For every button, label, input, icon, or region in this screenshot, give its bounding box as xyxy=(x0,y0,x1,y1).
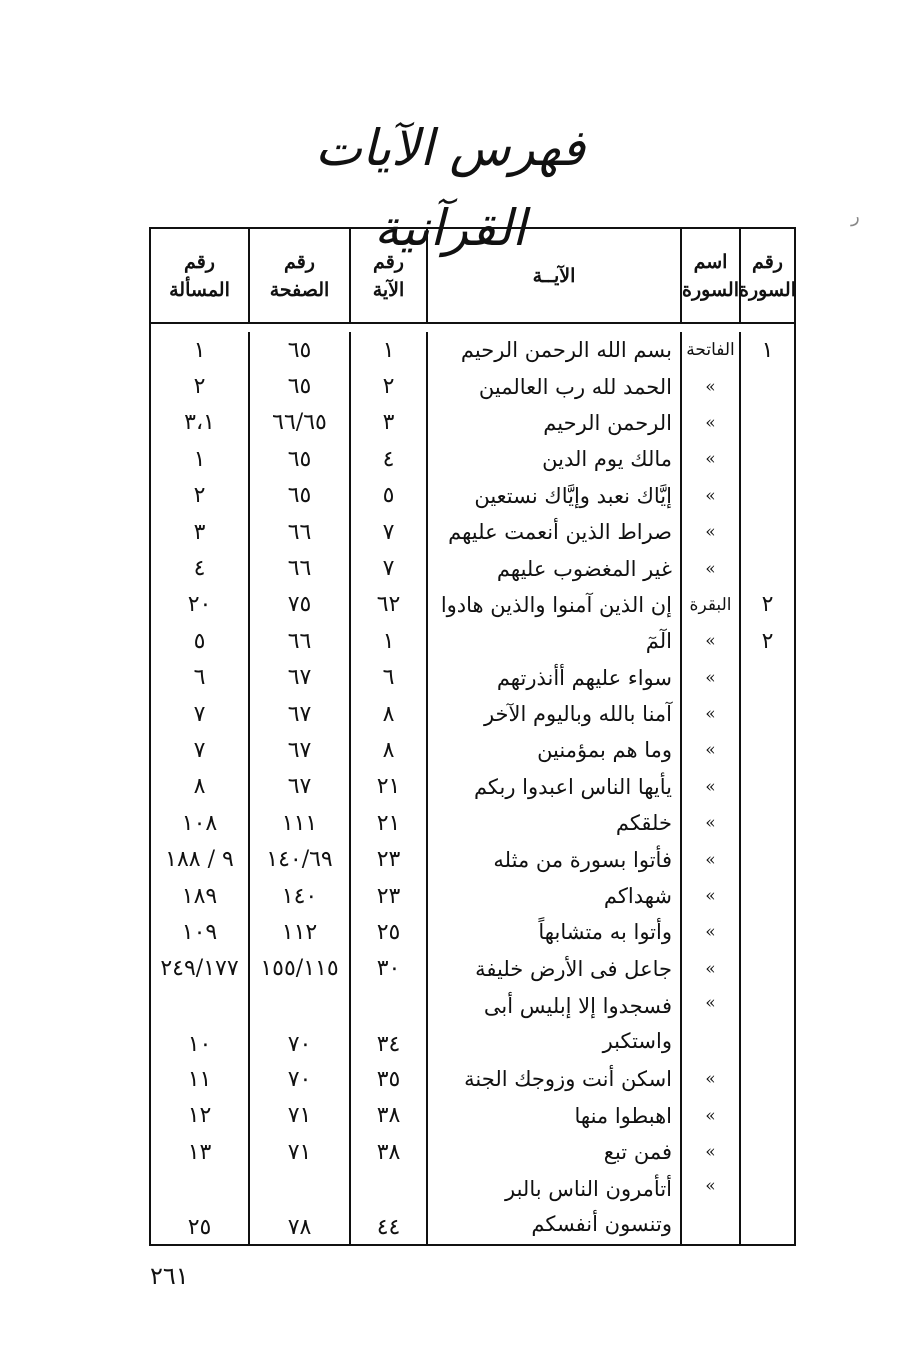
cell-ayah-text: آمنا بالله وباليوم الآخر xyxy=(426,696,680,732)
cell-ayah-text: وأتوا به متشابهاً xyxy=(426,914,680,950)
cell-ayah-text: اهبطوا منها xyxy=(426,1097,680,1133)
cell-page-number: ٧٥ xyxy=(248,587,349,623)
cell-ayah-text: اسكن أنت وزوجك الجنة xyxy=(426,1061,680,1097)
cell-issue-number: ٤ xyxy=(193,556,206,582)
cell-ayah-text-line: فسجدوا إلا إبليس أبى xyxy=(483,994,672,1019)
cell-page-number: ٦٧ xyxy=(248,732,349,768)
cell-surah-number xyxy=(739,987,794,1061)
quran-verses-index-table xyxy=(149,227,796,1246)
cell-issue-number: ٨ xyxy=(193,774,206,800)
cell-surah-number: ١ xyxy=(739,332,794,368)
cell-surah-name: » xyxy=(680,1134,739,1170)
cell-ayah-number: ٢١ xyxy=(349,805,426,841)
cell-ayah-number: ٢ xyxy=(349,368,426,404)
table-row xyxy=(151,441,794,477)
cell-page-number: ٧١ xyxy=(248,1134,349,1170)
cell-ayah-text: خلقكم xyxy=(426,805,680,841)
cell-ayah-text-line: أتأمرون الناس بالبر xyxy=(505,1177,672,1202)
cell-surah-name: البقرة xyxy=(680,587,739,623)
table-row xyxy=(151,478,794,514)
cell-ayah-number: ٢١ xyxy=(349,769,426,805)
cell-ayah-text: مالك يوم الدين xyxy=(426,441,680,477)
cell-ayah-text-line: واستكبر xyxy=(602,1029,672,1054)
cell-ayah-text: جاعل فى الأرض خليفة xyxy=(426,951,680,987)
cell-page-number: ١٤٠ xyxy=(248,878,349,914)
cell-ayah-text xyxy=(426,1170,680,1244)
table-row xyxy=(151,368,794,404)
cell-ayah-number: ٢٣ xyxy=(349,841,426,877)
cell-ayah-text: فمن تبع xyxy=(426,1134,680,1170)
cell-issue-number: ٣ xyxy=(193,519,206,545)
cell-ayah-number: ١ xyxy=(349,623,426,659)
cell-ayah-text-line: وتنسون أنفسكم xyxy=(531,1212,672,1237)
cell-page-number: ٦٥ xyxy=(248,478,349,514)
cell-surah-name: » xyxy=(680,405,739,441)
cell-surah-number xyxy=(739,550,794,586)
cell-ayah-number: ٦ xyxy=(349,660,426,696)
table-row xyxy=(151,587,794,623)
cell-surah-name: » xyxy=(680,951,739,987)
cell-ayah-text: إيَّاك نعبد وإيَّاك نستعين xyxy=(426,478,680,514)
cell-surah-number xyxy=(739,368,794,404)
cell-ayah-number: ٤٤ xyxy=(349,1170,426,1244)
cell-page-number: ٦٧ xyxy=(248,769,349,805)
cell-issue-number: ١٣ xyxy=(187,1139,212,1165)
cell-issue-number: ٩ / ١٨٨ xyxy=(165,847,234,873)
cell-surah-name: » xyxy=(680,878,739,914)
cell-ayah-number: ٧ xyxy=(349,550,426,586)
cell-ayah-number: ٢٣ xyxy=(349,878,426,914)
cell-surah-name: » xyxy=(680,1170,739,1244)
cell-surah-number xyxy=(739,478,794,514)
table-row xyxy=(151,841,794,877)
cell-ayah-number: ٣٥ xyxy=(349,1061,426,1097)
cell-surah-number xyxy=(739,514,794,550)
cell-surah-name: » xyxy=(680,368,739,404)
cell-page-number: ٧٨ xyxy=(248,1170,349,1244)
cell-page-number: ٦٦/٦٥ xyxy=(248,405,349,441)
cell-ayah-text: بسم الله الرحمن الرحيم xyxy=(426,332,680,368)
table-row xyxy=(151,1170,794,1244)
cell-ayah-number: ٣٨ xyxy=(349,1097,426,1133)
header-ayah-number: رقم الآية xyxy=(349,229,426,322)
cell-page-number: ٧٠ xyxy=(248,1061,349,1097)
cell-issue-number: ٦ xyxy=(193,665,206,691)
cell-surah-number xyxy=(739,1061,794,1097)
table-row xyxy=(151,914,794,950)
cell-surah-number xyxy=(739,878,794,914)
cell-ayah-text: فأتوا بسورة من مثله xyxy=(426,841,680,877)
cell-surah-name: » xyxy=(680,696,739,732)
cell-surah-name: الفاتحة xyxy=(680,332,739,368)
cell-issue-number: ١٢ xyxy=(187,1103,212,1129)
cell-surah-number xyxy=(739,841,794,877)
cell-surah-number xyxy=(739,405,794,441)
cell-surah-name: » xyxy=(680,1061,739,1097)
cell-surah-name: » xyxy=(680,660,739,696)
cell-surah-number: ٢ xyxy=(739,587,794,623)
cell-page-number: ٦٦ xyxy=(248,514,349,550)
cell-surah-number xyxy=(739,732,794,768)
cell-page-number: ٦٥ xyxy=(248,332,349,368)
cell-ayah-number: ٣٠ xyxy=(349,951,426,987)
stray-mark: ر xyxy=(851,206,860,227)
cell-page-number: ١٥٥/١١٥ xyxy=(248,951,349,987)
cell-surah-name: » xyxy=(680,805,739,841)
header-ayah-text: الآيــة xyxy=(426,229,680,322)
cell-ayah-text: الرحمن الرحيم xyxy=(426,405,680,441)
cell-surah-number xyxy=(739,769,794,805)
cell-issue-number: ٣،١ xyxy=(184,410,215,436)
cell-ayah-text: يأيها الناس اعبدوا ربكم xyxy=(426,769,680,805)
cell-page-number: ٦٥ xyxy=(248,441,349,477)
table-row xyxy=(151,805,794,841)
cell-issue-number: ٢٥ xyxy=(187,1215,212,1241)
table-row xyxy=(151,732,794,768)
cell-ayah-number: ٣٨ xyxy=(349,1134,426,1170)
header-issue-number: رقم المسألة xyxy=(169,250,230,301)
cell-page-number: ٧٠ xyxy=(248,987,349,1061)
cell-issue-number: ٢ xyxy=(193,483,206,509)
cell-ayah-number: ٣٤ xyxy=(349,987,426,1061)
cell-surah-name: » xyxy=(680,769,739,805)
cell-surah-name: » xyxy=(680,550,739,586)
cell-surah-number xyxy=(739,660,794,696)
cell-page-number: ٧١ xyxy=(248,1097,349,1133)
cell-ayah-number: ٤ xyxy=(349,441,426,477)
page-number: ٢٦١ xyxy=(150,1262,189,1290)
cell-surah-number xyxy=(739,805,794,841)
cell-surah-name: » xyxy=(680,514,739,550)
cell-ayah-number: ٧ xyxy=(349,514,426,550)
cell-surah-number xyxy=(739,1097,794,1133)
cell-issue-number: ١١ xyxy=(187,1066,212,1092)
cell-surah-name: » xyxy=(680,914,739,950)
table-row xyxy=(151,660,794,696)
cell-page-number: ٦٧ xyxy=(248,660,349,696)
cell-surah-name: » xyxy=(680,841,739,877)
table-row xyxy=(151,332,794,368)
cell-surah-number xyxy=(739,696,794,732)
cell-ayah-text: وما هم بمؤمنين xyxy=(426,732,680,768)
cell-issue-number: ١٠ xyxy=(187,1032,212,1058)
table-row xyxy=(151,1097,794,1133)
table-row xyxy=(151,769,794,805)
table-row xyxy=(151,514,794,550)
cell-surah-name: » xyxy=(680,987,739,1061)
cell-issue-number: ٧ xyxy=(193,701,206,727)
cell-page-number: ٦٦ xyxy=(248,623,349,659)
cell-ayah-number: ٢٥ xyxy=(349,914,426,950)
cell-ayah-text: الٓمٓ xyxy=(426,623,680,659)
cell-ayah-text: صراط الذين أنعمت عليهم xyxy=(426,514,680,550)
table-row xyxy=(151,550,794,586)
table-row xyxy=(151,696,794,732)
table-body xyxy=(151,324,794,1244)
cell-issue-number: ٢٤٩/١٧٧ xyxy=(160,956,239,982)
cell-surah-name: » xyxy=(680,623,739,659)
cell-surah-number xyxy=(739,441,794,477)
cell-surah-number xyxy=(739,1170,794,1244)
table-row xyxy=(151,405,794,441)
cell-page-number: ٦٥ xyxy=(248,368,349,404)
cell-ayah-number: ١ xyxy=(349,332,426,368)
cell-page-number: ١١١ xyxy=(248,805,349,841)
cell-issue-number: ٢٠ xyxy=(187,592,212,618)
table-row xyxy=(151,878,794,914)
cell-ayah-text: الحمد لله رب العالمين xyxy=(426,368,680,404)
cell-ayah-number: ٥ xyxy=(349,478,426,514)
cell-ayah-number: ٦٢ xyxy=(349,587,426,623)
cell-issue-number: ٥ xyxy=(193,628,206,654)
cell-surah-name: » xyxy=(680,478,739,514)
cell-issue-number: ١ xyxy=(193,446,206,472)
cell-ayah-number: ٨ xyxy=(349,732,426,768)
table-row xyxy=(151,987,794,1061)
cell-issue-number: ١٠٩ xyxy=(181,919,218,945)
cell-surah-name: » xyxy=(680,732,739,768)
cell-surah-number xyxy=(739,951,794,987)
cell-surah-name: » xyxy=(680,441,739,477)
cell-page-number: ١٤٠/٦٩ xyxy=(248,841,349,877)
table-row xyxy=(151,951,794,987)
cell-ayah-text: إن الذين آمنوا والذين هادوا xyxy=(426,587,680,623)
cell-ayah-text xyxy=(426,987,680,1061)
header-surah-number: رقم السورة xyxy=(739,229,794,322)
cell-surah-number: ٢ xyxy=(739,623,794,659)
cell-issue-number: ١٨٩ xyxy=(181,883,218,909)
table-row xyxy=(151,1061,794,1097)
cell-issue-number: ١٠٨ xyxy=(181,810,218,836)
table-row xyxy=(151,1134,794,1170)
cell-ayah-number: ٣ xyxy=(349,405,426,441)
header-page-number: رقم الصفحة xyxy=(248,229,349,322)
table-header xyxy=(151,229,794,324)
cell-ayah-number: ٨ xyxy=(349,696,426,732)
cell-surah-name: » xyxy=(680,1097,739,1133)
cell-issue-number: ١ xyxy=(193,337,206,363)
page-title: فهرس الآيات القرآنية xyxy=(314,119,586,257)
cell-page-number: ٦٧ xyxy=(248,696,349,732)
cell-page-number: ٦٦ xyxy=(248,550,349,586)
cell-surah-number xyxy=(739,1134,794,1170)
cell-ayah-text: سواء عليهم أأنذرتهم xyxy=(426,660,680,696)
header-surah-name: اسم السورة xyxy=(680,229,739,322)
cell-issue-number: ٧ xyxy=(193,737,206,763)
cell-page-number: ١١٢ xyxy=(248,914,349,950)
table-row xyxy=(151,623,794,659)
cell-issue-number: ٢ xyxy=(193,374,206,400)
cell-surah-number xyxy=(739,914,794,950)
cell-ayah-text: غير المغضوب عليهم xyxy=(426,550,680,586)
cell-ayah-text: شهداكم xyxy=(426,878,680,914)
